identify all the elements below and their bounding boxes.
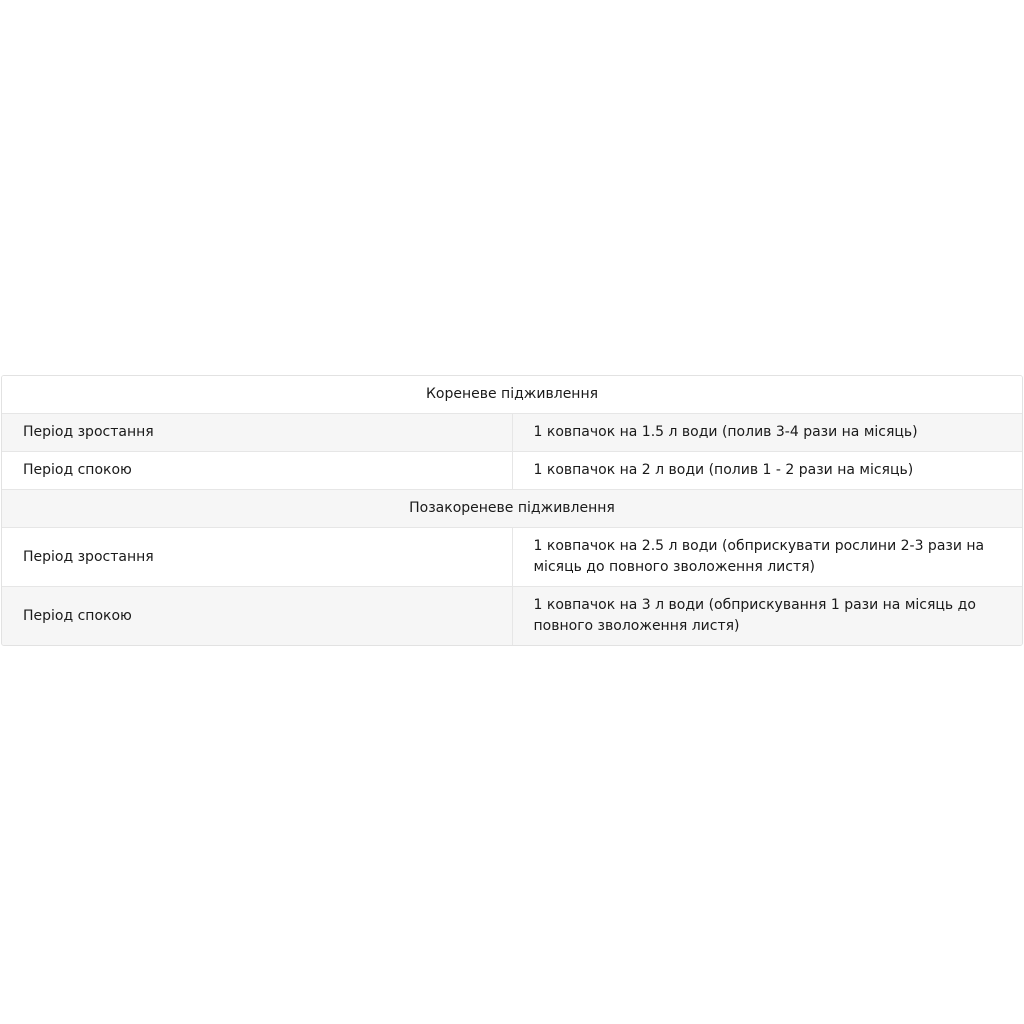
dosage-cell: 1 ковпачок на 2.5 л води (обприскувати рослини 2-3 рази на місяць до повного зволоження листя): [512, 528, 1022, 587]
table-row: [2, 452, 1022, 490]
dosage-cell: 1 ковпачок на 3 л води (обприскування 1 рази на місяць до повного зволоження листя): [512, 587, 1022, 646]
feeding-table: [2, 376, 1022, 645]
table-row: [2, 528, 1022, 587]
dosage-cell: 1 ковпачок на 1.5 л води (полив 3-4 рази на місяць): [512, 414, 1022, 452]
section-heading-root-feeding: Кореневе підживлення: [2, 376, 1022, 414]
table-row: [2, 414, 1022, 452]
feeding-table-container: [1, 375, 1023, 646]
period-cell: Період спокою: [2, 587, 512, 646]
section-heading-row: [2, 376, 1022, 414]
period-cell: Період зростання: [2, 414, 512, 452]
period-cell: Період зростання: [2, 528, 512, 587]
table-row: [2, 587, 1022, 646]
section-heading-row: [2, 490, 1022, 528]
dosage-cell: 1 ковпачок на 2 л води (полив 1 - 2 рази на місяць): [512, 452, 1022, 490]
section-heading-foliar-feeding: Позакореневе підживлення: [2, 490, 1022, 528]
period-cell: Період спокою: [2, 452, 512, 490]
